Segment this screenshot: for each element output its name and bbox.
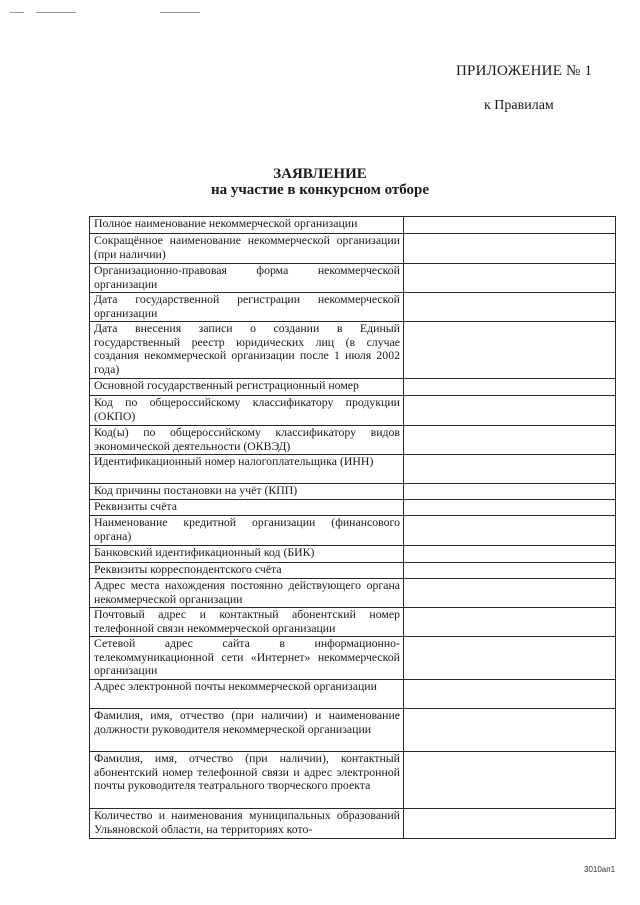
field-label: Банковский идентификационный код (БИК) (90, 546, 404, 563)
field-value-cell[interactable] (404, 379, 616, 396)
field-value-cell[interactable] (404, 579, 616, 608)
field-value-cell[interactable] (404, 484, 616, 500)
table-row (90, 426, 616, 455)
field-label: Почтовый адрес и контактный абонентский номер телефонной связи некоммерческой организации (90, 608, 404, 637)
field-label: Адрес электронной почты некоммерческой организации (90, 680, 404, 709)
field-label: Основной государственный регистрационный номер (90, 379, 404, 396)
field-value-cell[interactable] (404, 752, 616, 809)
table-row (90, 264, 616, 293)
table-row (90, 809, 616, 839)
field-value-cell[interactable] (404, 563, 616, 579)
field-label: Дата государственной регистрации некоммерческой организации (90, 293, 404, 322)
scan-artifact-mark (160, 12, 200, 13)
field-value-cell[interactable] (404, 396, 616, 426)
scan-artifact-mark (36, 12, 76, 13)
document-title: ЗАЯВЛЕНИЕ (273, 166, 367, 182)
field-label: Реквизиты корреспондентского счёта (90, 563, 404, 579)
table-row (90, 608, 616, 637)
field-value-cell[interactable] (404, 264, 616, 293)
appendix-heading: ПРИЛОЖЕНИЕ № 1 (456, 63, 593, 79)
field-value-cell[interactable] (404, 217, 616, 234)
table-row (90, 579, 616, 608)
field-label: Идентификационный номер налогоплательщика (ИНН) (90, 455, 404, 484)
table-row (90, 396, 616, 426)
document-code: 3010ап1 (584, 865, 616, 874)
appendix-reference: к Правилам (484, 98, 554, 113)
table-row (90, 500, 616, 516)
table-row (90, 516, 616, 546)
table-row (90, 546, 616, 563)
table-row (90, 322, 616, 379)
field-label: Дата внесения записи о создании в Единый государственный реестр юридических лиц (в случае создания некоммерческой организации после 1 июля 2002 года) (90, 322, 404, 379)
field-label: Код(ы) по общероссийскому классификатору видов экономической деятельности (ОКВЭД) (90, 426, 404, 455)
document-subtitle: на участие в конкурсном отборе (210, 182, 430, 198)
table-row (90, 752, 616, 809)
field-label: Фамилия, имя, отчество (при наличии), контактный абонентский номер телефонной связи и адрес электронной почты руководителя театрального творческого проекта (90, 752, 404, 809)
field-value-cell[interactable] (404, 546, 616, 563)
field-label: Код по общероссийскому классификатору продукции (ОКПО) (90, 396, 404, 426)
field-value-cell[interactable] (404, 322, 616, 379)
table-row (90, 455, 616, 484)
application-form-table (89, 216, 616, 839)
table-row (90, 484, 616, 500)
table-row (90, 680, 616, 709)
field-label: Полное наименование некоммерческой организации (90, 217, 404, 234)
table-row (90, 293, 616, 322)
scan-artifact-mark (10, 12, 24, 13)
field-value-cell[interactable] (404, 608, 616, 637)
field-label: Сокращённое наименование некоммерческой организации (при наличии) (90, 234, 404, 264)
field-label: Сетевой адрес сайта в информационно-телекоммуникационной сети «Интернет» некоммерческой организации (90, 637, 404, 680)
field-value-cell[interactable] (404, 234, 616, 264)
field-label: Реквизиты счёта (90, 500, 404, 516)
field-label: Фамилия, имя, отчество (при наличии) и наименование должности руководителя некоммерческой организации (90, 709, 404, 752)
table-row (90, 563, 616, 579)
field-value-cell[interactable] (404, 709, 616, 752)
field-value-cell[interactable] (404, 500, 616, 516)
table-row (90, 234, 616, 264)
field-value-cell[interactable] (404, 516, 616, 546)
field-value-cell[interactable] (404, 426, 616, 455)
field-value-cell[interactable] (404, 680, 616, 709)
field-value-cell[interactable] (404, 293, 616, 322)
table-row (90, 709, 616, 752)
field-label: Адрес места нахождения постоянно действующего органа некоммерческой организации (90, 579, 404, 608)
field-value-cell[interactable] (404, 455, 616, 484)
field-label: Количество и наименования муниципальных образований Ульяновской области, на территориях кото- (90, 809, 404, 839)
field-value-cell[interactable] (404, 637, 616, 680)
field-label: Наименование кредитной организации (финансового органа) (90, 516, 404, 546)
table-row (90, 637, 616, 680)
table-row (90, 379, 616, 396)
field-label: Организационно-правовая форма некоммерческой организации (90, 264, 404, 293)
field-label: Код причины постановки на учёт (КПП) (90, 484, 404, 500)
table-row (90, 217, 616, 234)
field-value-cell[interactable] (404, 809, 616, 839)
